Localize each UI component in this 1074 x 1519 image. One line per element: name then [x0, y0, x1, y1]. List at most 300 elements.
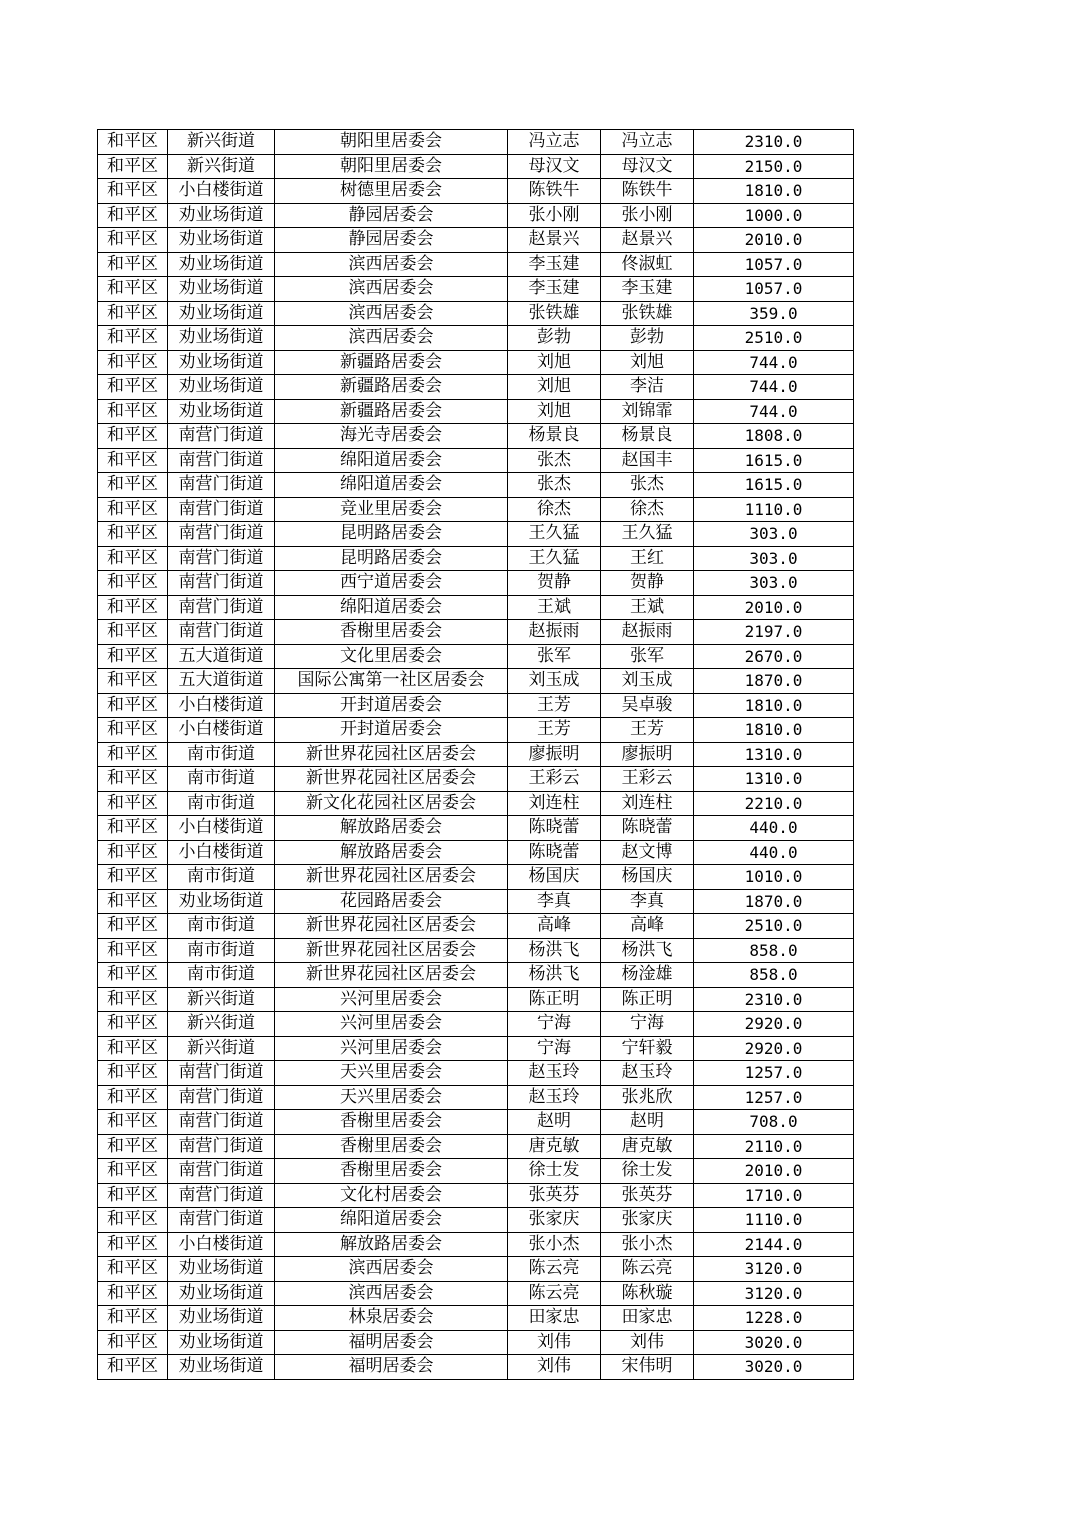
applicant-cell: 杨国庆	[508, 865, 601, 890]
table-row	[98, 301, 854, 326]
member-cell: 赵文博	[601, 840, 694, 865]
member-cell: 陈正明	[601, 987, 694, 1012]
street-cell: 南营门街道	[168, 1183, 275, 1208]
committee-cell: 新疆路居委会	[275, 350, 508, 375]
applicant-cell: 陈正明	[508, 987, 601, 1012]
committee-cell: 国际公寓第一社区居委会	[275, 669, 508, 694]
amount-cell: 440.0	[694, 840, 854, 865]
district-cell: 和平区	[98, 1134, 168, 1159]
committee-cell: 文化村居委会	[275, 1183, 508, 1208]
street-cell: 劝业场街道	[168, 350, 275, 375]
applicant-cell: 陈晓蕾	[508, 840, 601, 865]
member-cell: 刘连柱	[601, 791, 694, 816]
table-row	[98, 816, 854, 841]
table-row	[98, 1355, 854, 1380]
member-cell: 赵明	[601, 1110, 694, 1135]
street-cell: 南营门街道	[168, 1134, 275, 1159]
table-row	[98, 791, 854, 816]
applicant-cell: 王久猛	[508, 522, 601, 547]
district-cell: 和平区	[98, 203, 168, 228]
committee-cell: 新世界花园社区居委会	[275, 742, 508, 767]
committee-cell: 海光寺居委会	[275, 424, 508, 449]
district-cell: 和平区	[98, 914, 168, 939]
table-row	[98, 644, 854, 669]
member-cell: 吴卓骏	[601, 693, 694, 718]
member-cell: 宁海	[601, 1012, 694, 1037]
member-cell: 李真	[601, 889, 694, 914]
district-cell: 和平区	[98, 497, 168, 522]
committee-cell: 静园居委会	[275, 228, 508, 253]
table-row	[98, 1036, 854, 1061]
amount-cell: 2670.0	[694, 644, 854, 669]
committee-cell: 开封道居委会	[275, 693, 508, 718]
applicant-cell: 张英芬	[508, 1183, 601, 1208]
street-cell: 劝业场街道	[168, 1330, 275, 1355]
amount-cell: 1810.0	[694, 179, 854, 204]
committee-cell: 滨西居委会	[275, 252, 508, 277]
street-cell: 小白楼街道	[168, 840, 275, 865]
table-row	[98, 938, 854, 963]
amount-cell: 2210.0	[694, 791, 854, 816]
applicant-cell: 宁海	[508, 1036, 601, 1061]
district-cell: 和平区	[98, 816, 168, 841]
district-cell: 和平区	[98, 277, 168, 302]
member-cell: 刘锦霏	[601, 399, 694, 424]
applicant-cell: 赵玉玲	[508, 1061, 601, 1086]
committee-cell: 天兴里居委会	[275, 1061, 508, 1086]
street-cell: 南营门街道	[168, 1110, 275, 1135]
amount-cell: 1110.0	[694, 1208, 854, 1233]
member-cell: 王斌	[601, 595, 694, 620]
district-cell: 和平区	[98, 595, 168, 620]
applicant-cell: 唐克敏	[508, 1134, 601, 1159]
table-row	[98, 1110, 854, 1135]
amount-cell: 858.0	[694, 963, 854, 988]
table-row	[98, 1085, 854, 1110]
applicant-cell: 陈铁牛	[508, 179, 601, 204]
amount-cell: 2144.0	[694, 1232, 854, 1257]
table-row	[98, 424, 854, 449]
amount-cell: 2197.0	[694, 620, 854, 645]
amount-cell: 1615.0	[694, 448, 854, 473]
committee-cell: 昆明路居委会	[275, 522, 508, 547]
applicant-cell: 杨洪飞	[508, 938, 601, 963]
member-cell: 廖振明	[601, 742, 694, 767]
committee-cell: 朝阳里居委会	[275, 154, 508, 179]
member-cell: 佟淑虹	[601, 252, 694, 277]
table-row	[98, 179, 854, 204]
street-cell: 劝业场街道	[168, 252, 275, 277]
applicant-cell: 宁海	[508, 1012, 601, 1037]
district-cell: 和平区	[98, 228, 168, 253]
member-cell: 宋伟明	[601, 1355, 694, 1380]
amount-cell: 2110.0	[694, 1134, 854, 1159]
amount-cell: 1810.0	[694, 693, 854, 718]
street-cell: 南营门街道	[168, 620, 275, 645]
member-cell: 赵国丰	[601, 448, 694, 473]
district-cell: 和平区	[98, 1159, 168, 1184]
amount-cell: 1257.0	[694, 1085, 854, 1110]
amount-cell: 3120.0	[694, 1257, 854, 1282]
applicant-cell: 彭勃	[508, 326, 601, 351]
member-cell: 王芳	[601, 718, 694, 743]
table-row	[98, 130, 854, 155]
street-cell: 劝业场街道	[168, 399, 275, 424]
member-cell: 陈铁牛	[601, 179, 694, 204]
street-cell: 五大道街道	[168, 644, 275, 669]
member-cell: 陈晓蕾	[601, 816, 694, 841]
district-cell: 和平区	[98, 669, 168, 694]
applicant-cell: 张铁雄	[508, 301, 601, 326]
district-cell: 和平区	[98, 1012, 168, 1037]
table-row	[98, 767, 854, 792]
member-cell: 张兆欣	[601, 1085, 694, 1110]
committee-cell: 香榭里居委会	[275, 1134, 508, 1159]
street-cell: 南市街道	[168, 914, 275, 939]
street-cell: 劝业场街道	[168, 1306, 275, 1331]
street-cell: 劝业场街道	[168, 228, 275, 253]
district-cell: 和平区	[98, 424, 168, 449]
member-cell: 张小刚	[601, 203, 694, 228]
applicant-cell: 刘玉成	[508, 669, 601, 694]
street-cell: 南营门街道	[168, 424, 275, 449]
table-row	[98, 448, 854, 473]
applicant-cell: 张小杰	[508, 1232, 601, 1257]
amount-cell: 1257.0	[694, 1061, 854, 1086]
table-row	[98, 473, 854, 498]
member-cell: 彭勃	[601, 326, 694, 351]
table-row	[98, 375, 854, 400]
district-cell: 和平区	[98, 718, 168, 743]
committee-cell: 福明居委会	[275, 1355, 508, 1380]
street-cell: 新兴街道	[168, 154, 275, 179]
member-cell: 王久猛	[601, 522, 694, 547]
amount-cell: 359.0	[694, 301, 854, 326]
table-row	[98, 742, 854, 767]
applicant-cell: 廖振明	[508, 742, 601, 767]
applicant-cell: 王芳	[508, 693, 601, 718]
applicant-cell: 李真	[508, 889, 601, 914]
table-row	[98, 1061, 854, 1086]
street-cell: 小白楼街道	[168, 718, 275, 743]
amount-cell: 303.0	[694, 546, 854, 571]
district-cell: 和平区	[98, 522, 168, 547]
district-cell: 和平区	[98, 865, 168, 890]
table-row	[98, 228, 854, 253]
committee-cell: 兴河里居委会	[275, 1036, 508, 1061]
district-cell: 和平区	[98, 889, 168, 914]
table-row	[98, 399, 854, 424]
table-row	[98, 987, 854, 1012]
member-cell: 唐克敏	[601, 1134, 694, 1159]
committee-cell: 新文化花园社区居委会	[275, 791, 508, 816]
committee-cell: 天兴里居委会	[275, 1085, 508, 1110]
amount-cell: 2010.0	[694, 1159, 854, 1184]
member-cell: 李洁	[601, 375, 694, 400]
table-row	[98, 1159, 854, 1184]
district-cell: 和平区	[98, 350, 168, 375]
member-cell: 陈秋璇	[601, 1281, 694, 1306]
member-cell: 杨洪飞	[601, 938, 694, 963]
amount-cell: 3020.0	[694, 1355, 854, 1380]
applicant-cell: 张杰	[508, 448, 601, 473]
table-row	[98, 1134, 854, 1159]
committee-cell: 新疆路居委会	[275, 375, 508, 400]
district-cell: 和平区	[98, 693, 168, 718]
amount-cell: 1310.0	[694, 742, 854, 767]
district-cell: 和平区	[98, 1061, 168, 1086]
street-cell: 南营门街道	[168, 1061, 275, 1086]
applicant-cell: 李玉建	[508, 277, 601, 302]
applicant-cell: 李玉建	[508, 252, 601, 277]
committee-cell: 新世界花园社区居委会	[275, 914, 508, 939]
applicant-cell: 王久猛	[508, 546, 601, 571]
committee-cell: 文化里居委会	[275, 644, 508, 669]
applicant-cell: 陈云亮	[508, 1257, 601, 1282]
member-cell: 田家忠	[601, 1306, 694, 1331]
table-row	[98, 1183, 854, 1208]
street-cell: 小白楼街道	[168, 179, 275, 204]
street-cell: 小白楼街道	[168, 816, 275, 841]
table-row	[98, 1330, 854, 1355]
district-cell: 和平区	[98, 840, 168, 865]
applicant-cell: 刘旭	[508, 350, 601, 375]
street-cell: 南营门街道	[168, 522, 275, 547]
applicant-cell: 高峰	[508, 914, 601, 939]
committee-cell: 滨西居委会	[275, 1281, 508, 1306]
amount-cell: 744.0	[694, 350, 854, 375]
amount-cell: 2010.0	[694, 595, 854, 620]
district-cell: 和平区	[98, 1183, 168, 1208]
member-cell: 贺静	[601, 571, 694, 596]
committee-cell: 香榭里居委会	[275, 620, 508, 645]
amount-cell: 1110.0	[694, 497, 854, 522]
district-cell: 和平区	[98, 791, 168, 816]
street-cell: 南营门街道	[168, 448, 275, 473]
committee-cell: 西宁道居委会	[275, 571, 508, 596]
applicant-cell: 杨景良	[508, 424, 601, 449]
committee-cell: 新世界花园社区居委会	[275, 767, 508, 792]
applicant-cell: 王斌	[508, 595, 601, 620]
table-row	[98, 571, 854, 596]
amount-cell: 2310.0	[694, 987, 854, 1012]
amount-cell: 3120.0	[694, 1281, 854, 1306]
district-cell: 和平区	[98, 938, 168, 963]
member-cell: 母汉文	[601, 154, 694, 179]
district-cell: 和平区	[98, 130, 168, 155]
district-cell: 和平区	[98, 1257, 168, 1282]
district-cell: 和平区	[98, 1306, 168, 1331]
member-cell: 张铁雄	[601, 301, 694, 326]
district-cell: 和平区	[98, 1036, 168, 1061]
committee-cell: 朝阳里居委会	[275, 130, 508, 155]
district-cell: 和平区	[98, 644, 168, 669]
street-cell: 南市街道	[168, 742, 275, 767]
member-cell: 杨景良	[601, 424, 694, 449]
street-cell: 新兴街道	[168, 130, 275, 155]
district-cell: 和平区	[98, 1330, 168, 1355]
street-cell: 新兴街道	[168, 1012, 275, 1037]
table-row	[98, 1306, 854, 1331]
table-row	[98, 669, 854, 694]
district-cell: 和平区	[98, 767, 168, 792]
applicant-cell: 徐杰	[508, 497, 601, 522]
table-row	[98, 963, 854, 988]
district-cell: 和平区	[98, 448, 168, 473]
district-cell: 和平区	[98, 546, 168, 571]
table-row	[98, 889, 854, 914]
committee-cell: 林泉居委会	[275, 1306, 508, 1331]
district-cell: 和平区	[98, 987, 168, 1012]
member-cell: 张英芬	[601, 1183, 694, 1208]
district-cell: 和平区	[98, 1208, 168, 1233]
amount-cell: 2010.0	[694, 228, 854, 253]
member-cell: 高峰	[601, 914, 694, 939]
district-cell: 和平区	[98, 154, 168, 179]
committee-cell: 绵阳道居委会	[275, 473, 508, 498]
street-cell: 南营门街道	[168, 1208, 275, 1233]
committee-cell: 静园居委会	[275, 203, 508, 228]
committee-cell: 解放路居委会	[275, 1232, 508, 1257]
applicant-cell: 母汉文	[508, 154, 601, 179]
committee-cell: 滨西居委会	[275, 301, 508, 326]
street-cell: 小白楼街道	[168, 693, 275, 718]
committee-cell: 花园路居委会	[275, 889, 508, 914]
district-cell: 和平区	[98, 963, 168, 988]
applicant-cell: 张杰	[508, 473, 601, 498]
amount-cell: 2310.0	[694, 130, 854, 155]
street-cell: 劝业场街道	[168, 889, 275, 914]
amount-cell: 440.0	[694, 816, 854, 841]
table-row	[98, 865, 854, 890]
amount-cell: 1000.0	[694, 203, 854, 228]
table-row	[98, 326, 854, 351]
district-cell: 和平区	[98, 326, 168, 351]
committee-cell: 兴河里居委会	[275, 987, 508, 1012]
table-row	[98, 718, 854, 743]
committee-cell: 新疆路居委会	[275, 399, 508, 424]
committee-cell: 滨西居委会	[275, 277, 508, 302]
applicant-cell: 陈晓蕾	[508, 816, 601, 841]
table-body	[98, 130, 854, 1380]
street-cell: 南营门街道	[168, 497, 275, 522]
table-row	[98, 203, 854, 228]
member-cell: 刘玉成	[601, 669, 694, 694]
committee-cell: 滨西居委会	[275, 1257, 508, 1282]
street-cell: 南市街道	[168, 938, 275, 963]
street-cell: 南营门街道	[168, 1085, 275, 1110]
street-cell: 劝业场街道	[168, 326, 275, 351]
amount-cell: 1057.0	[694, 252, 854, 277]
street-cell: 新兴街道	[168, 1036, 275, 1061]
applicant-cell: 赵明	[508, 1110, 601, 1135]
table-row	[98, 497, 854, 522]
amount-cell: 1810.0	[694, 718, 854, 743]
district-cell: 和平区	[98, 1232, 168, 1257]
amount-cell: 1228.0	[694, 1306, 854, 1331]
district-cell: 和平区	[98, 1281, 168, 1306]
district-cell: 和平区	[98, 375, 168, 400]
committee-cell: 香榭里居委会	[275, 1159, 508, 1184]
member-cell: 王红	[601, 546, 694, 571]
member-cell: 杨淦雄	[601, 963, 694, 988]
street-cell: 南营门街道	[168, 571, 275, 596]
applicant-cell: 赵振雨	[508, 620, 601, 645]
amount-cell: 2510.0	[694, 326, 854, 351]
table-row	[98, 546, 854, 571]
applicant-cell: 刘旭	[508, 399, 601, 424]
amount-cell: 1808.0	[694, 424, 854, 449]
amount-cell: 744.0	[694, 375, 854, 400]
committee-cell: 香榭里居委会	[275, 1110, 508, 1135]
committee-cell: 解放路居委会	[275, 840, 508, 865]
amount-cell: 1057.0	[694, 277, 854, 302]
applicant-cell: 徐士发	[508, 1159, 601, 1184]
table-row	[98, 1281, 854, 1306]
applicant-cell: 王彩云	[508, 767, 601, 792]
member-cell: 李玉建	[601, 277, 694, 302]
street-cell: 劝业场街道	[168, 1257, 275, 1282]
amount-cell: 2150.0	[694, 154, 854, 179]
amount-cell: 1870.0	[694, 889, 854, 914]
applicant-cell: 冯立志	[508, 130, 601, 155]
amount-cell: 1710.0	[694, 1183, 854, 1208]
street-cell: 南市街道	[168, 791, 275, 816]
street-cell: 劝业场街道	[168, 375, 275, 400]
table-row	[98, 1257, 854, 1282]
member-cell: 赵景兴	[601, 228, 694, 253]
table-row	[98, 1012, 854, 1037]
applicant-cell: 赵玉玲	[508, 1085, 601, 1110]
applicant-cell: 赵景兴	[508, 228, 601, 253]
committee-cell: 昆明路居委会	[275, 546, 508, 571]
data-table	[97, 129, 854, 1380]
table-row	[98, 277, 854, 302]
applicant-cell: 刘伟	[508, 1355, 601, 1380]
member-cell: 王彩云	[601, 767, 694, 792]
street-cell: 南营门街道	[168, 473, 275, 498]
table-row	[98, 154, 854, 179]
committee-cell: 绵阳道居委会	[275, 595, 508, 620]
amount-cell: 2510.0	[694, 914, 854, 939]
member-cell: 赵振雨	[601, 620, 694, 645]
district-cell: 和平区	[98, 399, 168, 424]
applicant-cell: 杨洪飞	[508, 963, 601, 988]
district-cell: 和平区	[98, 1085, 168, 1110]
amount-cell: 2920.0	[694, 1012, 854, 1037]
amount-cell: 2920.0	[694, 1036, 854, 1061]
committee-cell: 新世界花园社区居委会	[275, 963, 508, 988]
applicant-cell: 张军	[508, 644, 601, 669]
district-cell: 和平区	[98, 473, 168, 498]
applicant-cell: 贺静	[508, 571, 601, 596]
district-cell: 和平区	[98, 301, 168, 326]
committee-cell: 新世界花园社区居委会	[275, 938, 508, 963]
amount-cell: 303.0	[694, 571, 854, 596]
street-cell: 南市街道	[168, 865, 275, 890]
member-cell: 冯立志	[601, 130, 694, 155]
street-cell: 南营门街道	[168, 1159, 275, 1184]
table-row	[98, 350, 854, 375]
table-row	[98, 693, 854, 718]
committee-cell: 兴河里居委会	[275, 1012, 508, 1037]
district-cell: 和平区	[98, 742, 168, 767]
street-cell: 劝业场街道	[168, 277, 275, 302]
table-row	[98, 620, 854, 645]
district-cell: 和平区	[98, 1355, 168, 1380]
applicant-cell: 刘旭	[508, 375, 601, 400]
member-cell: 陈云亮	[601, 1257, 694, 1282]
